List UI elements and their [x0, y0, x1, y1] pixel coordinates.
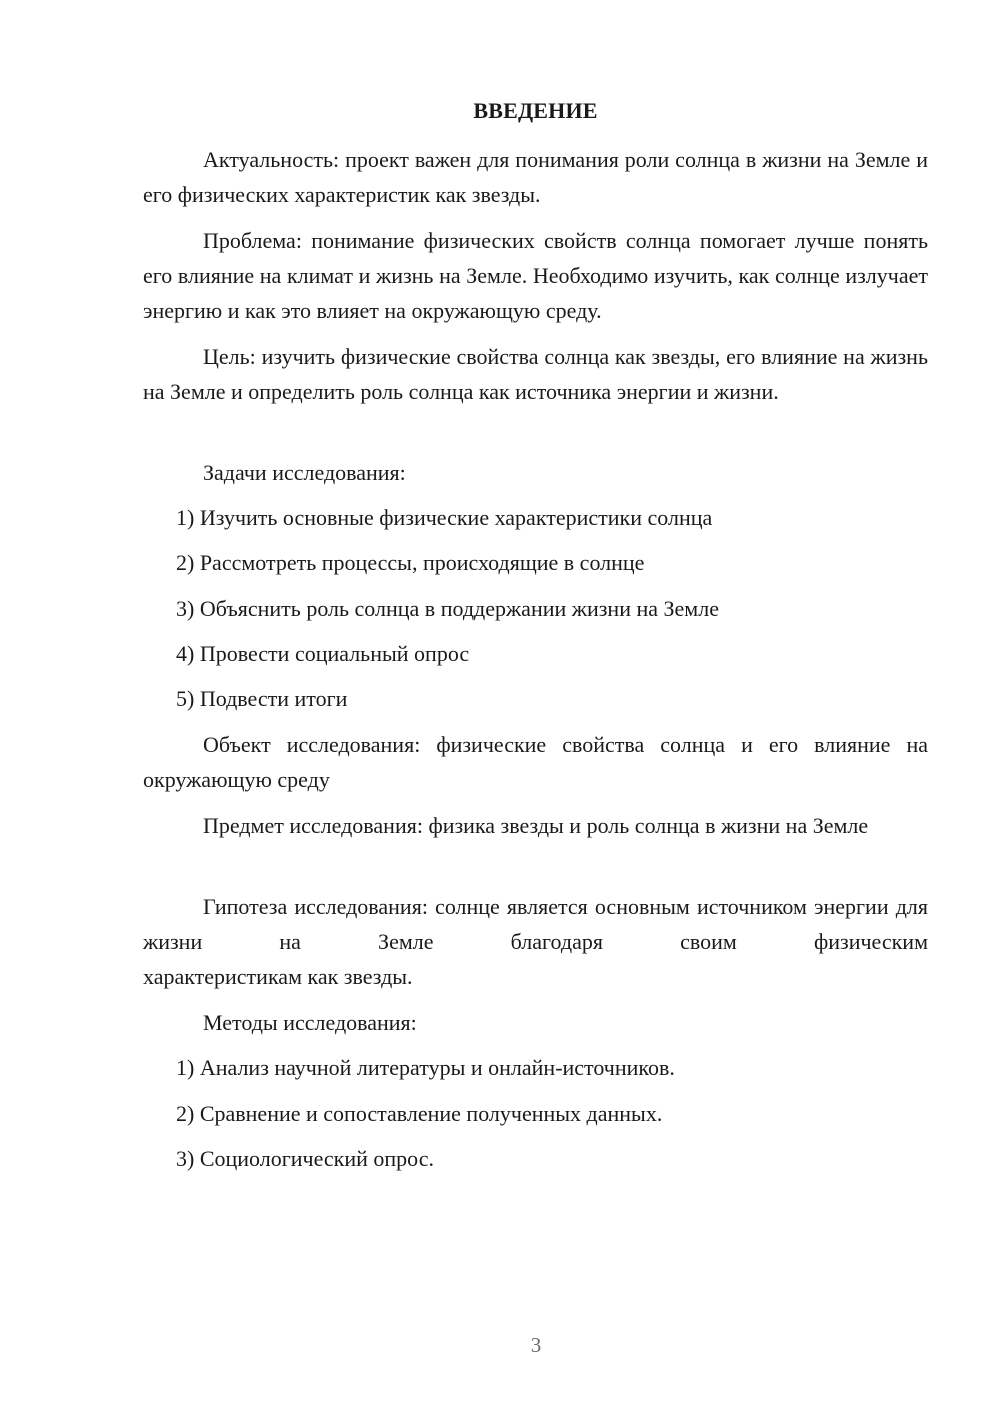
paragraph-goal: Цель: изучить физические свойства солнца как звезды, его влияние на жизнь на Земле и определить роль солнца как источника энергии и жизни. — [143, 344, 928, 404]
hypothesis-last-line: характеристикам как звезды. — [143, 964, 413, 989]
task-item-1: 1) Изучить основные физические характеристики солнца — [176, 505, 713, 530]
paragraph-subject: Предмет исследования: физика звезды и роль солнца в жизни на Земле — [203, 813, 869, 838]
task-item-3: 3) Объяснить роль солнца в поддержании жизни на Земле — [176, 596, 719, 621]
hypothesis-text: Гипотеза исследования: солнце является основным источником энергии для жизни на Земле благодаря своим физическим — [143, 894, 928, 954]
tasks-heading: Задачи исследования: — [203, 460, 406, 485]
method-item-1: 1) Анализ научной литературы и онлайн-источников. — [176, 1055, 675, 1080]
method-item-3: 3) Социологический опрос. — [176, 1146, 434, 1171]
section-title: ВВЕДЕНИЕ — [473, 98, 598, 123]
task-item-2: 2) Рассмотреть процессы, происходящие в солнце — [176, 550, 645, 575]
paragraph-relevance: Актуальность: проект важен для понимания роли солнца в жизни на Земле и его физических характеристик как звезды. — [143, 147, 928, 207]
paragraph-problem: Проблема: понимание физических свойств солнца помогает лучше понять его влияние на климат и жизнь на Земле. Необходимо изучить, как солнце излучает энергию и как это влияет на окружающую среду. — [143, 228, 928, 323]
page-number: 3 — [530, 1333, 542, 1357]
task-item-4: 4) Провести социальный опрос — [176, 641, 470, 666]
task-item-5: 5) Подвести итоги — [176, 686, 348, 711]
methods-heading: Методы исследования: — [203, 1010, 417, 1035]
paragraph-object: Объект исследования: физические свойства солнца и его влияние на окружающую среду — [143, 732, 928, 792]
method-item-2: 2) Сравнение и сопоставление полученных данных. — [176, 1101, 663, 1126]
